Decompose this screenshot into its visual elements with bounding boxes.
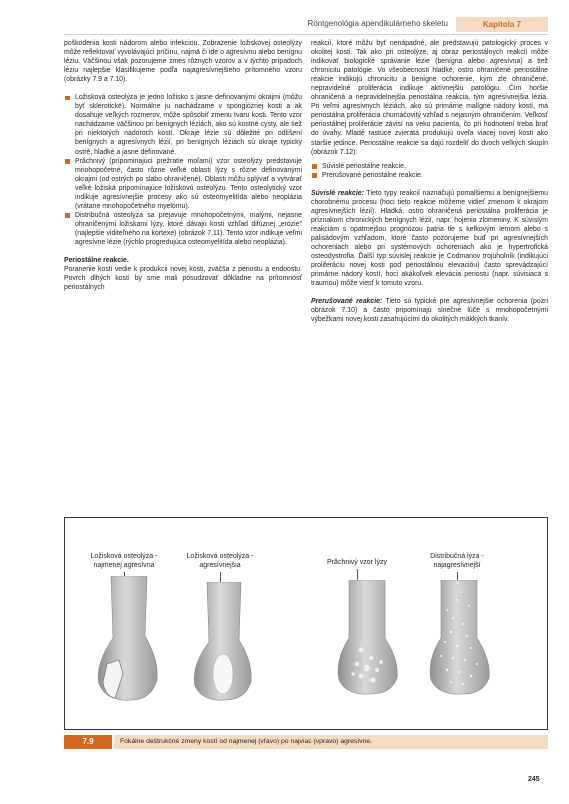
figure-label-moth-eaten: Prăchnivý vzor lýzy bbox=[327, 559, 387, 566]
bullet-interrupted: Prerušované periostálne reakcie. bbox=[311, 171, 548, 180]
intro-paragraph: poškodenia kosti nádorom alebo infekciou. Zobrazenie ložiskovej osteolýzy môže reflektovať vyvolávajúci príčinu, najmä či ide o agresívnu alebo benígnu léziu. Väčšinou však pozorujeme zmes rôznych vzorov a v týchto prípadoch léziu najlepšie klasifikujeme podľa najagresívnejšieho prítomného vzoru (obrázky 7.9 a 7.10). bbox=[64, 40, 302, 84]
left-column bbox=[64, 39, 302, 292]
right-column bbox=[311, 39, 548, 324]
interrupted-reactions-lead: Prerušované reakcie: bbox=[311, 298, 383, 306]
running-header-subject: Röntgenológia apendikulárneho skeletu bbox=[307, 19, 448, 28]
periosteal-types-list bbox=[311, 162, 548, 180]
continuous-reactions-lead: Súvislé reakcie: bbox=[311, 189, 364, 197]
interrupted-reactions-text: Tieto sú typické pre agresívnejšie ochorenia (pozri obrázok 7.10) a často pripomínajú slnečné lúče s mnohopočetnými výbežkami novej kosti zasahujúcimi do okolitých mäkkých tkanív. bbox=[311, 298, 548, 324]
bullet-permeative-osteolysis: Distribučná osteolýza sa prejavuje mnohopočetnými, malými, nejasne ohraničenými ložiskami lýzy, ktoré dávajú kosti vzhľad difúznej „erózie" (najlepšie viditeľného na kortexe) (obrázok 7.11). Tento vzor indikuje veľmi agresívne lézie (rýchlo progredujúca osteomyelitída alebo neoplázia). bbox=[64, 211, 302, 247]
bone-permeative-illustration bbox=[423, 580, 497, 700]
continuous-reactions-text: Tieto typy reakcií naznačujú pomalšiemu a benígnejšiemu chorobnému procesu (hoci tieto reakcie môžeme vidieť zmenom k okrajom agresívnejších lézií). Hladká, ostro ohraničená periostálna proliferácia je príznakom chronických benígnych lézií, napr. hojenia zlomeniny. K súvislým reakciám s opatrnejšou prognózou patria tie s kefkovým lemom alebo s palisádovým vzhľadom, ktoré často pozorujeme buď pri agresívnejších ochoreniach alebo pri systémových ochoreniach ako je hypertrofická osteodystrofia. Ďalší typ súvislej reakcie je Codmanov trojuholník (indikujúci proliferáciu novej kosti pod periostálnou elevacióu) často sprevádzajúcí primárne nádory kostí, hoci akákoľvek elevácia periostu (napr. súvisiaca s traumou) môže viesť k tomuto vzoru. bbox=[311, 189, 548, 288]
bone-focal-aggressive-illustration bbox=[187, 582, 261, 706]
figure-label-permeative: Distribučná lýza - najagresívnejší bbox=[430, 553, 484, 569]
periosteal-paragraph: reakcií, ktoré môžu byť nenápadné, ale predstavujú patologický proces v okolitej kosti. Tak ako pri osteolýze, aj obraz periostálnych reakcií môže indikovať biologické správanie lézie (benígna alebo agresívna) a tiež chronicitu patológie. Vo všeobecnosti hladké, ostro ohraničené periostálne reakcie indikujú chronicitu a benígne ochorenie, kým zle ohraničené, nepravidelné proliferácia indikuje aktívnejšiu patológiu. Čím horšie ohraničená a nepravidelnejšia periostálna reakcia, tým agresívnejšia lézia. Pri veľmi agresívnych léziách, ako sú primárne malígne nádory kostí, má periostálna proliferácia chumáčovitý vzhľad s nejasným ohraničením. Veľkosť periostálnej proliferácie závisí na veku pacienta, čo pri hodnotení treba brať do úvahy. Mladé rastúce zvieratá produkujú oveľa viacej novej kosti ako staršie jedince. Periostálne reakcie sa dajú rozdeliť do dvoch veľkých skupín (obrázok 7.12): bbox=[311, 40, 548, 156]
osteolysis-bullet-list bbox=[64, 93, 302, 247]
chapter-tab: Kapitola 7 bbox=[456, 17, 548, 32]
figure-7-9 bbox=[64, 517, 548, 730]
periosteal-intro-paragraph: Poranenie kosti vedie k produkcii novej kosti, zväčša z periostu a endoostu. Povrch dlhých kostí by sme mali posudzovať dôkladne na prítomnosť periostálnych bbox=[64, 266, 302, 292]
section-heading-periosteal: Periostálne reakcie. bbox=[64, 257, 129, 265]
bone-focal-least-illustration bbox=[89, 576, 167, 704]
figure-label-focal-least: Ložisková osteolýza - najmenej agresívna bbox=[90, 553, 158, 569]
bone-moth-eaten-illustration bbox=[331, 580, 405, 700]
bullet-moth-eaten-osteolysis: Prăchnivý (prípominajúci prežratie moľami) vzor osteolýzy predstavuje mnohopočetné, často rôzne veľké oblasti lýzy s rôzne definovanými okrajmi (od ostrých po slabo ohraničené). Oblasti môžu splývať a vytvárať veľké ložiská pripomínajúce ložiskovú osteolýzu. Tento osteolytický vzor indikuje agresívnejšie procesy ako sú osteomyelitída alebo neoplázia (vrátane mnohopočetného myelómu). bbox=[64, 157, 302, 211]
continuous-reactions-paragraph bbox=[311, 189, 548, 289]
bullet-focal-osteolysis: Ložisková osteolýza je jedno ložisko s jasne definovanými okrajmi (môžu byť sklerotické). Normálne ju nachádzame v spongióznej kosti a ak dosahuje veľkých rozmerov, môže spôsobiť zmenu tvaru kosti. Tento vzor nachádzame väčšinou pri benígnych léziách, ako sú kostné cysty, ale tiež pri niektorých nádoroch kostí. Okraje lézie sú dôležité pri odlíšení benígnych a agresívnych lézií, pri benígnych léziách sú okraje typicky ostré, hladké a jasne definované. bbox=[64, 93, 302, 156]
bullet-continuous: Súvislé periostálne reakcie. bbox=[311, 162, 548, 171]
figure-number-badge: 7.9 bbox=[64, 735, 112, 749]
page-number: 245 bbox=[528, 776, 540, 783]
header-rule bbox=[64, 34, 548, 35]
running-header bbox=[307, 18, 548, 32]
interrupted-reactions-paragraph bbox=[311, 297, 548, 324]
figure-caption: Fokálne deštrukčné zmeny kostí od najmenej (vľavo) po najviac (vpravo) agresívne. bbox=[114, 735, 548, 749]
figure-label-focal-aggressive: Ložisková osteolýza - agresívnejšia bbox=[186, 553, 254, 569]
